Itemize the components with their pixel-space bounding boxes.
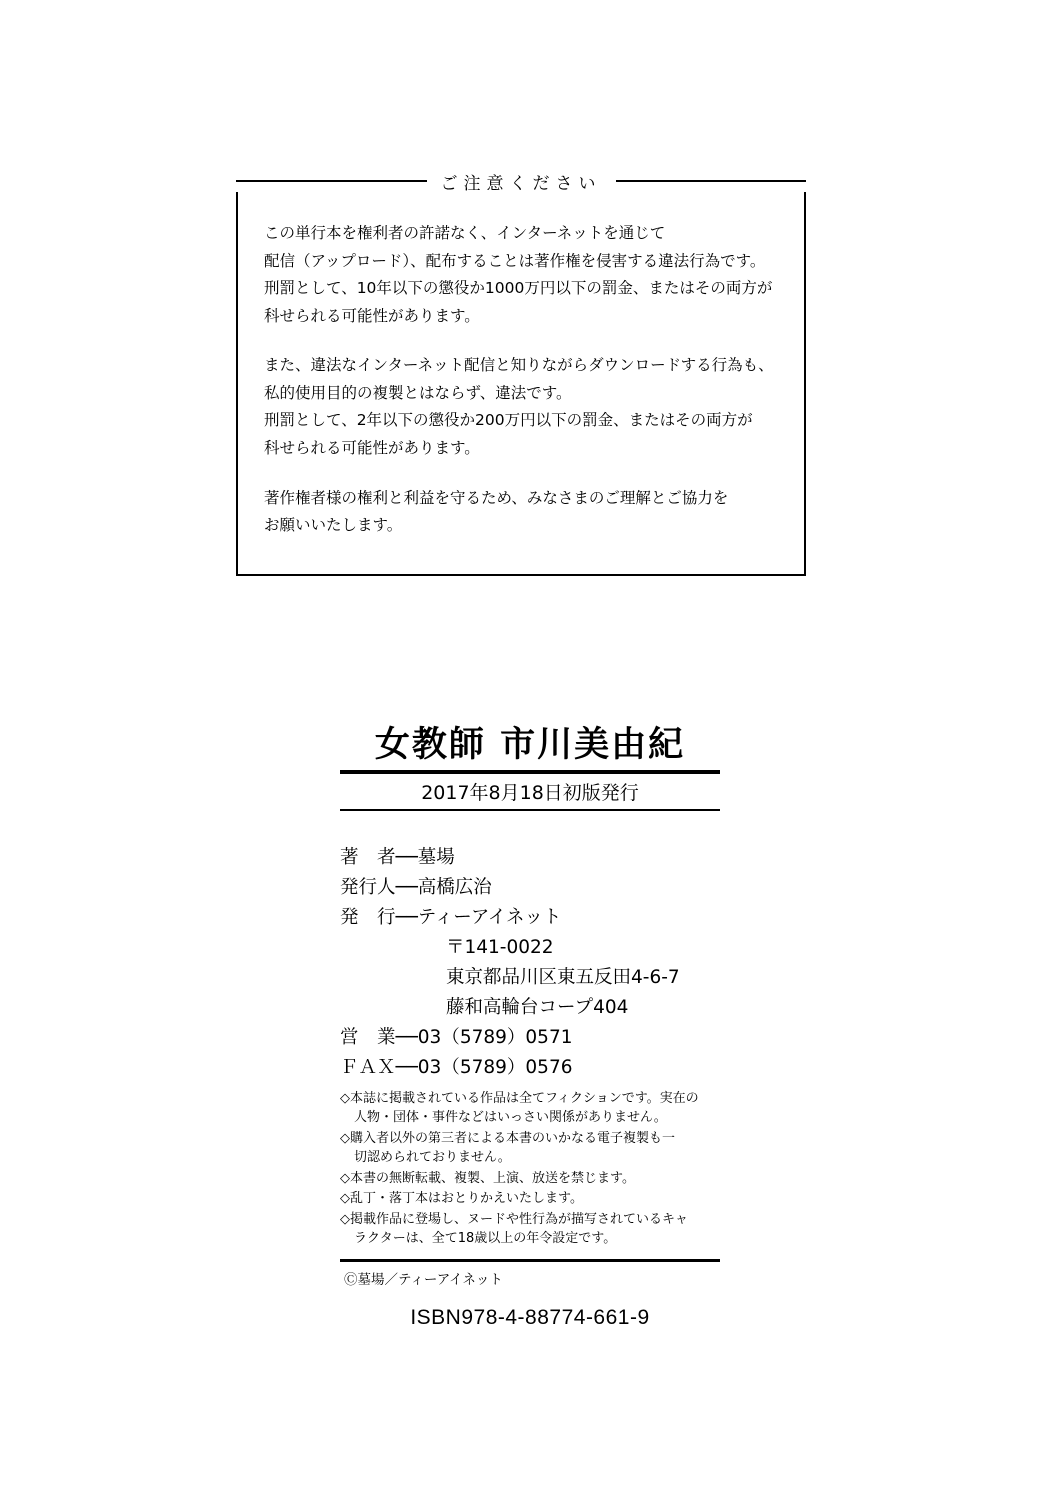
notice-body bbox=[236, 192, 806, 576]
notice-line: お願いいたします。 bbox=[264, 516, 403, 535]
colophon-block bbox=[340, 724, 720, 1330]
legal-note-cont: ラクターは、全て18歳以上の年令設定です。 bbox=[354, 1231, 617, 1247]
notice-line: 科せられる可能性があります。 bbox=[264, 306, 480, 325]
legal-note-head: ◇本誌に掲載されている作品は全てフィクションです。実在の bbox=[340, 1090, 699, 1106]
date-divider bbox=[340, 809, 720, 811]
legal-note bbox=[340, 1089, 720, 1128]
legal-note-cont: 切認められておりません。 bbox=[354, 1150, 511, 1166]
isbn: ISBN978-4-88774-661-9 bbox=[410, 1305, 650, 1329]
notice-line: 配信（アップロード）、配布することは著作権を侵害する違法行為です。 bbox=[264, 251, 766, 270]
copyright-notice-block bbox=[236, 170, 806, 576]
colophon-divider bbox=[340, 1259, 720, 1262]
legal-note-head: ◇掲載作品に登場し、ヌードや性行為が描写されているキャ bbox=[340, 1211, 688, 1227]
publication-date: 2017年8月18日初版発行 bbox=[421, 782, 639, 804]
notice-rule-right bbox=[616, 180, 807, 182]
credit-publisher: 発 行──ティーアイネット bbox=[340, 906, 562, 928]
notice-header bbox=[236, 170, 806, 192]
credit-address-line1: 東京都品川区東五反田4-6-7 bbox=[446, 966, 680, 988]
notice-paragraph-1 bbox=[264, 220, 778, 330]
legal-note-cont: 人物・団体・事件などはいっさい関係がありません。 bbox=[354, 1110, 667, 1126]
notice-paragraph-2 bbox=[264, 352, 778, 462]
notice-line: 私的使用目的の複製とはならず、違法です。 bbox=[264, 383, 572, 402]
copyright-line: Ⓒ墓場／ティーアイネット bbox=[344, 1271, 503, 1288]
legal-note bbox=[340, 1129, 720, 1168]
notice-rule-left bbox=[236, 180, 427, 182]
notice-line: また、違法なインターネット配信と知りながらダウンロードする行為も、 bbox=[264, 356, 774, 375]
notice-paragraph-3 bbox=[264, 485, 778, 540]
notice-line: 科せられる可能性があります。 bbox=[264, 439, 480, 458]
book-title: 女教師 市川美由紀 bbox=[374, 725, 686, 765]
legal-note bbox=[340, 1210, 720, 1249]
credit-publisher-person: 発行人──高橋広治 bbox=[340, 876, 492, 898]
credit-sales-phone: 営 業──03（5789）0571 bbox=[340, 1026, 573, 1048]
notice-title: ご注意ください bbox=[440, 173, 602, 194]
credit-fax: ＦＡＸ──03（5789）0576 bbox=[340, 1056, 573, 1078]
legal-note bbox=[340, 1189, 720, 1209]
credits-list bbox=[340, 843, 720, 1083]
credit-postal-code: 〒141-0022 bbox=[446, 936, 554, 958]
notice-line: 著作権者様の権利と利益を守るため、みなさまのご理解とご協力を bbox=[264, 488, 729, 507]
title-divider bbox=[340, 770, 720, 774]
legal-note bbox=[340, 1169, 720, 1189]
notice-line: 刑罰として、10年以下の懲役か1000万円以下の罰金、またはその両方が bbox=[264, 279, 773, 298]
legal-note-head: ◇本書の無断転載、複製、上演、放送を禁じます。 bbox=[340, 1170, 635, 1186]
notice-line: この単行本を権利者の許諾なく、インターネットを通じて bbox=[264, 224, 666, 242]
notice-line: 刑罰として、2年以下の懲役か200万円以下の罰金、またはその両方が bbox=[264, 411, 753, 430]
legal-note-head: ◇購入者以外の第三者による本書のいかなる電子複製も一 bbox=[340, 1130, 675, 1146]
credit-author: 著 者──墓場 bbox=[340, 847, 455, 868]
credit-address-line2: 藤和高輪台コープ404 bbox=[446, 996, 629, 1018]
legal-notes-list bbox=[340, 1089, 720, 1249]
legal-note-head: ◇乱丁・落丁本はおとりかえいたします。 bbox=[340, 1191, 583, 1207]
